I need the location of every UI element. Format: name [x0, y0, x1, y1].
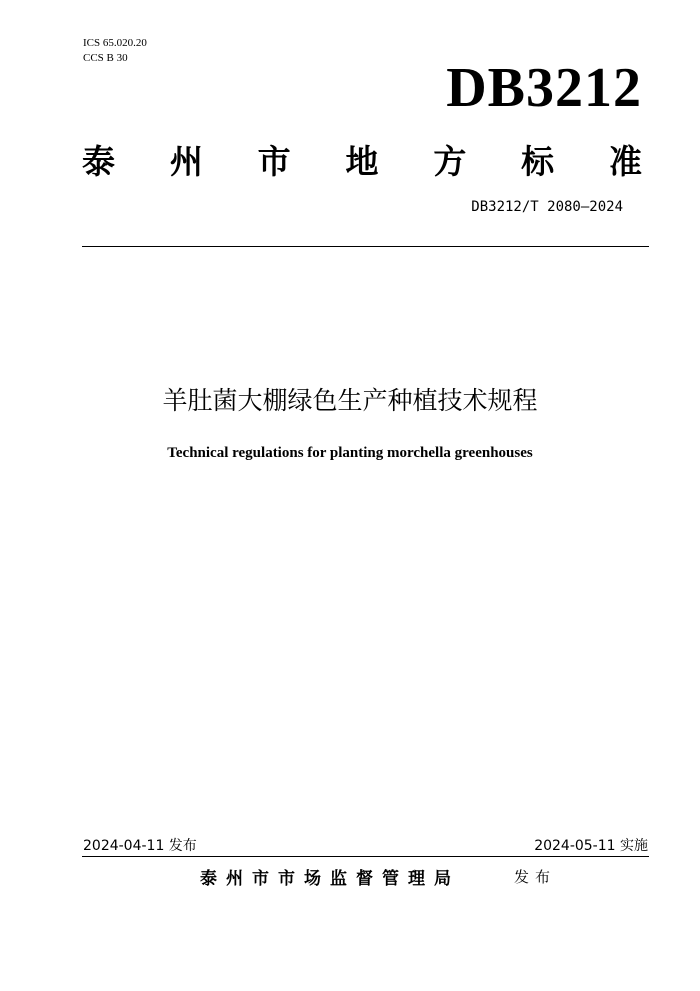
standard-type-char: 标: [521, 142, 555, 181]
standard-type-char: 方: [433, 142, 467, 181]
implement-date: 2024-05-11 实施: [534, 838, 648, 854]
db-mark: DB3212: [446, 57, 642, 119]
standard-type-char: 准: [608, 142, 642, 181]
ics-code: ICS 65.020.20: [83, 37, 147, 49]
publisher-name: 泰州市市场监督管理局: [200, 869, 460, 889]
standard-type-char: 泰: [82, 142, 115, 181]
chinese-title: 羊肚菌大棚绿色生产种植技术规程: [162, 386, 538, 415]
release-date: 2024-04-11 发布: [83, 838, 197, 854]
standard-type-char: 市: [257, 142, 291, 181]
classification-codes: [83, 36, 147, 66]
standard-type-title: [82, 140, 642, 184]
standard-type-char: 州: [169, 142, 203, 181]
bottom-divider: [82, 856, 649, 857]
top-divider: [82, 246, 649, 247]
ccs-code: CCS B 30: [83, 52, 128, 64]
standard-type-char: 地: [345, 142, 379, 181]
publish-label: 发布: [514, 868, 557, 886]
english-title: Technical regulations for planting morchella greenhouses: [167, 445, 533, 461]
standard-number: DB3212/T 2080—2024: [471, 199, 623, 215]
